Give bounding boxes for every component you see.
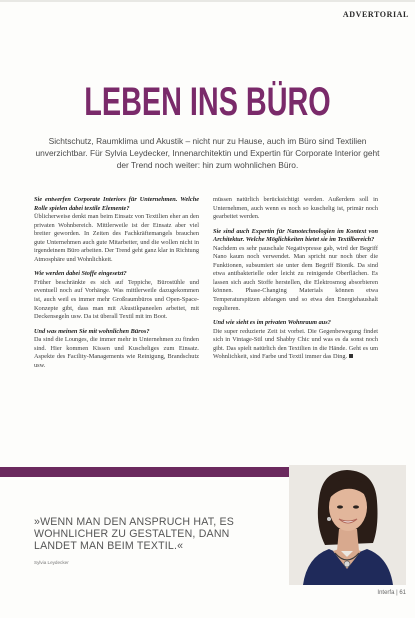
end-mark-icon bbox=[349, 354, 353, 358]
pull-quote: »WENN MAN DEN ANSPRUCH HAT, ES WOHNLICHER ZU GESTALTEN, DANN LANDET MAN BEIM TEXTIL.« bbox=[34, 516, 235, 553]
interview-answer: Üblicherweise denkt man beim Einsatz von Textilien eher an den privaten Wohnbereich. Mittlerweile ist der Einsatz aber viel breiter geworden. In Zeiten des Fachkräftemangels brauchen gute Unternehmen auch gute Mitarbeiter, und die wollen nicht in irgendeinem Büro arbeiten. Der Trend geht ganz klar in Richtung Atmosphäre und Wohnlichkeit. bbox=[34, 213, 199, 263]
interview-question: Sie entwerfen Corporate Interiors für Unternehmen. Welche Rolle spielen dabei textile Elemente? bbox=[34, 196, 199, 212]
top-divider bbox=[0, 0, 415, 2]
portrait-illustration bbox=[289, 465, 406, 585]
interview-question: Sie sind auch Expertin für Nanotechnologien im Kontext von Architektur. Welche Möglichkeiten bietet sie im Textilbereich? bbox=[213, 227, 378, 244]
interview-answer: Früher beschränkte es sich auf Teppiche, Bürostühle und eventuell noch auf Vorhänge. Was mittlerweile dazugekommen ist, auch weil es immer mehr Großraumbüros und Open-Space-Konzepte gibt, dass man mit Akustikpaneelen arbeitet, mit Deckensegeln usw. Da ist überall Textil mit im Boot. bbox=[34, 278, 199, 321]
quote-author: Sylvia Leydecker bbox=[34, 560, 69, 565]
interview-answer: Nachdem es sehr pauschale Negativpresse gab, wird der Begriff Nano kaum noch verwendet. Man spricht nur noch über die Funktionen, subsumiert sie unter dem Begriff Bionik. Da sind etwa antibakterielle oder leicht zu reinigende Oberflächen. Es lassen sich auch Stoffe herstellen, die Elektrosmog absorbieren können. Phase-Changing Materials können etwa Temperaturspitzen abfangen und so etwa den Energiehaushalt regulieren. bbox=[213, 244, 378, 312]
interview-answer: Da sind die Lounges, die immer mehr in Unternehmen zu finden sind. Hier kommen Kissen und Kuscheliges zum Einsatz. Aspekte des Facility-Managements wie Reinigung, Brandschutz usw. bbox=[34, 336, 199, 369]
interview-answer-last bbox=[213, 328, 378, 362]
page-title: LEBEN INS BÜRO bbox=[84, 80, 331, 124]
portrait-photo bbox=[289, 465, 406, 585]
article-column-left bbox=[34, 196, 199, 376]
interview-answer: müssen natürlich berücksichtigt werden. Außerdem soll in Unternehmen, auch wenn es noch so kuschelig ist, primär noch gearbeitet werden. bbox=[213, 196, 378, 221]
interview-answer: Die super reduzierte Zeit ist vorbei. Die Gegenbewegung findet sich in Vintage-Stil und Shabby Chic und was es da sonst noch gibt. Das spielt natürlich den Textilien in die Hände. Geht es um Wohnlichkeit, sind Farbe und Textil immer das Ding. bbox=[213, 327, 378, 361]
lead-paragraph: Sichtschutz, Raumklima und Akustik – nicht nur zu Hause, auch im Büro sind Textilien unverzichtbar. Für Sylvia Leydecker, Innenarchitektin und Expertin für Corporate Interior geht der Trend noch weiter: hin zum wohnlichen Büro. bbox=[35, 136, 380, 170]
interview-question: Wie werden dabei Stoffe eingesetzt? bbox=[34, 270, 127, 278]
section-label: ADVERTORIAL bbox=[342, 10, 409, 19]
interview-question: Und was meinen Sie mit wohnlichen Büros? bbox=[34, 327, 150, 335]
article-column-right bbox=[213, 196, 378, 368]
interview-question: Und wie sieht es im privaten Wohnraum aus? bbox=[213, 319, 331, 327]
page-footer: Interfa | 61 bbox=[377, 590, 406, 596]
